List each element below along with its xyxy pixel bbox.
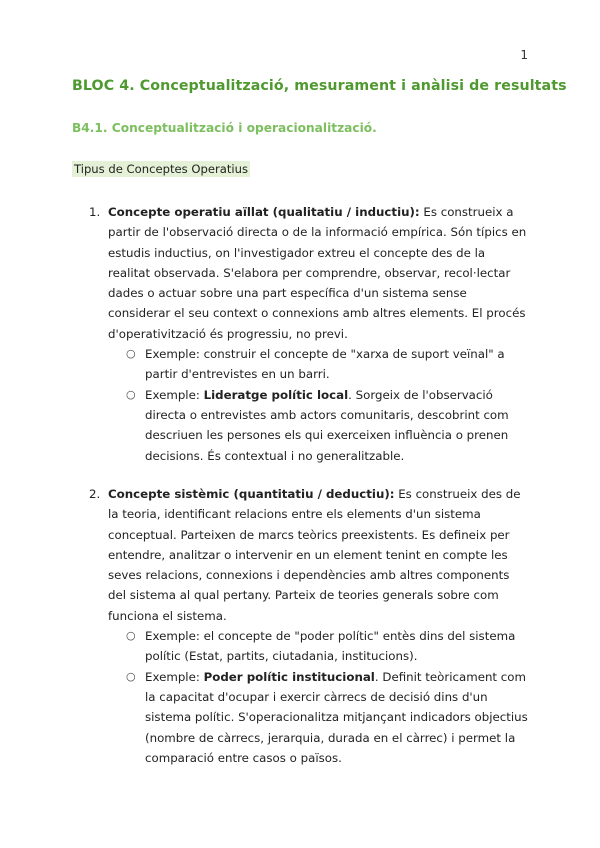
item-body xyxy=(108,484,528,626)
example-text: . Sorgeix de l'observació directa o entrevistes amb actors comunitaris, descobrint com descriuen les persones els qui exerceixen influència o prenen decisions. És contextual i no generalitzable. xyxy=(145,387,509,463)
item-term: Concepte sistèmic (quantitatiu / deductiu): xyxy=(108,487,395,501)
page-number: 1 xyxy=(520,48,528,62)
hollow-bullet-icon: ○ xyxy=(126,629,136,643)
item-text: Es construeix a partir de l'observació directa o de la informació empírica. Són típics en estudis inductius, on l'investigador extreu el concepte des de la realitat observada. S'elabora per comprendre, observar, recol·lectar dades o actuar sobre una part específica d'un sistema sense considerar el seu context o connexions amb altres elements. El procés d'operativització és progressiu, no previ. xyxy=(108,205,527,341)
example-text: . Definit teòricament com la capacitat d'ocupar i exercir càrrecs de decisió dins d'un sistema polític. S'operacionalitza mitjançant indicadors objectius (nombre de càrrecs, jerarquia, durada en el càrrec) i permet la comparació entre casos o països. xyxy=(145,669,528,765)
highlighted-subtitle: Tipus de Conceptes Operatius xyxy=(74,162,249,176)
list-item-isolated-concept xyxy=(89,202,528,466)
hollow-bullet-icon: ○ xyxy=(126,387,136,401)
subsection-heading: B4.1. Conceptualització i operacionalització. xyxy=(72,121,377,135)
sub-list-item xyxy=(126,344,528,385)
example-term: Lideratge polític local xyxy=(203,387,349,402)
item-text: Es construeix des de la teoria, identificant relacions entre els elements d'un sistema conceptual. Parteixen de marcs teòrics preexistents. Es defineix per entendre, analitzar o intervenir en un element tenint en compte les seves relacions, connexions i dependències amb altres components del sistema al qual pertany. Parteix de teories generals sobre com funciona el sistema. xyxy=(108,487,521,623)
item-term: Concepte operatiu aïllat (qualitatiu / inductiu): xyxy=(108,205,420,219)
hollow-bullet-icon: ○ xyxy=(126,347,136,361)
sub-list-item xyxy=(126,385,528,466)
hollow-bullet-icon: ○ xyxy=(126,669,136,683)
sub-list-item xyxy=(126,667,528,768)
item-number: 2. xyxy=(89,487,101,501)
item-number: 1. xyxy=(89,205,101,219)
example-text: Exemple: el concepte de "poder polític" entès dins del sistema polític (Estat, partits, ciutadania, institucions). xyxy=(145,629,516,664)
section-heading: BLOC 4. Conceptualització, mesurament i anàlisi de resultats xyxy=(72,78,567,94)
example-text: Exemple: construir el concepte de "xarxa de suport veïnal" a partir d'entrevistes en un barri. xyxy=(145,347,505,382)
sub-list-item xyxy=(126,626,528,667)
example-prefix: Exemple: xyxy=(145,387,204,402)
item-body xyxy=(108,202,528,344)
list-item-systemic-concept xyxy=(89,484,528,768)
example-prefix: Exemple: xyxy=(145,669,204,684)
example-term: Poder polític institucional xyxy=(203,669,375,684)
